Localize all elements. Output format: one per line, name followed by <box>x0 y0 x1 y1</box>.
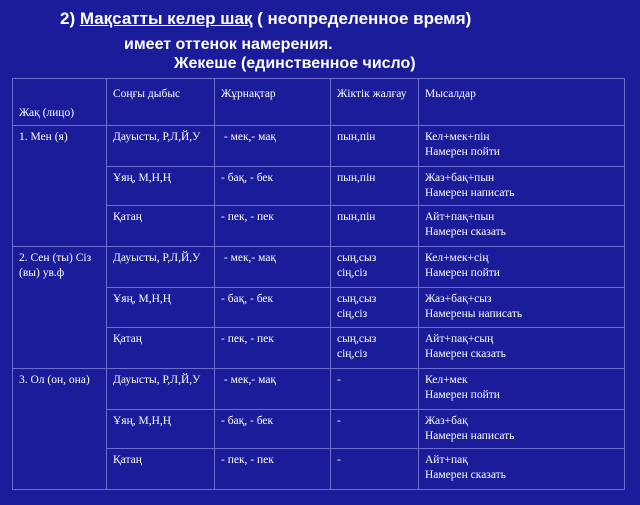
title-line-2: имеет оттенок намерения. <box>124 36 333 53</box>
suffix-cell: - мек,- мақ <box>215 368 331 409</box>
header-examples: Мысалдар <box>419 79 625 126</box>
header-suffixes: Жұрнақтар <box>215 79 331 126</box>
personal-ending: пын,пін <box>337 172 376 185</box>
personal-ending: - <box>337 414 341 427</box>
example-cell <box>419 288 625 327</box>
personal-ending-cell <box>331 327 419 368</box>
table-body <box>13 126 625 490</box>
last-sound-cell: Ұяң, М,Н,Ң <box>107 288 215 327</box>
example-russian: Намерен сказать <box>425 468 506 481</box>
example-russian: Намерен пойти <box>425 267 500 280</box>
suffix-cell: - бақ, - бек <box>215 167 331 206</box>
example-russian: Намерен сказать <box>425 347 506 360</box>
example-kazakh: Кел+мек <box>425 373 468 386</box>
person-cell: 3. Ол (он, она) <box>13 368 107 489</box>
personal-ending-cell <box>331 167 419 206</box>
person-cell: 1. Мен (я) <box>13 126 107 247</box>
example-russian: Намерен написать <box>425 429 515 442</box>
example-kazakh: Жаз+бақ <box>425 414 468 427</box>
table-row <box>13 368 625 409</box>
suffix-cell: - пек, - пек <box>215 327 331 368</box>
personal-ending: - <box>337 373 341 386</box>
personal-ending-cell <box>331 126 419 167</box>
title-tense-name: Мақсатты келер шақ <box>79 9 253 28</box>
header-last-sound: Соңғы дыбыс <box>107 79 215 126</box>
personal-ending-alt: сің,сіз <box>337 267 368 280</box>
table-row <box>13 247 625 288</box>
title-suffix: ( неопределенное время) <box>252 9 472 28</box>
header-personal-ending: Жіктік жалғау <box>331 79 419 126</box>
suffix-cell: - мек,- мақ <box>215 247 331 288</box>
example-russian: Намерены написать <box>425 308 523 321</box>
suffix-cell: - пек, - пек <box>215 206 331 247</box>
example-cell <box>419 126 625 167</box>
suffix-cell: - пек, - пек <box>215 448 331 489</box>
personal-ending-cell <box>331 448 419 489</box>
example-kazakh: Айт+пақ+сың <box>425 332 494 345</box>
personal-ending-cell <box>331 247 419 288</box>
last-sound-cell: Дауысты, Р,Л,Й,У <box>107 368 215 409</box>
example-kazakh: Кел+мек+пін <box>425 131 490 143</box>
last-sound-cell: Ұяң, М,Н,Ң <box>107 167 215 206</box>
example-cell <box>419 167 625 206</box>
example-cell <box>419 247 625 288</box>
last-sound-cell: Қатаң <box>107 327 215 368</box>
header-person: Жақ (лицо) <box>13 79 107 126</box>
personal-ending-cell <box>331 368 419 409</box>
personal-ending: пын,пін <box>337 131 376 143</box>
grammar-table <box>12 78 625 490</box>
example-kazakh: Айт+пақ <box>425 453 468 466</box>
title-prefix: 2) <box>60 9 80 28</box>
suffix-cell: - бақ, - бек <box>215 409 331 448</box>
example-kazakh: Жаз+бақ+пын <box>425 172 495 185</box>
last-sound-cell: Қатаң <box>107 448 215 489</box>
last-sound-cell: Ұяң, М,Н,Ң <box>107 409 215 448</box>
example-russian: Намерен пойти <box>425 146 500 158</box>
example-russian: Намерен сказать <box>425 226 506 239</box>
last-sound-cell: Дауысты, Р,Л,Й,У <box>107 247 215 288</box>
title-line-1 <box>60 9 471 29</box>
personal-ending-cell <box>331 409 419 448</box>
last-sound-cell: Дауысты, Р,Л,Й,У <box>107 126 215 167</box>
table-row <box>13 126 625 167</box>
personal-ending-cell <box>331 288 419 327</box>
example-kazakh: Айт+пақ+пын <box>425 211 495 224</box>
personal-ending: - <box>337 453 341 466</box>
header-row <box>13 79 625 126</box>
suffix-cell: - бақ, - бек <box>215 288 331 327</box>
personal-ending: пын,пін <box>337 211 376 224</box>
example-cell <box>419 327 625 368</box>
example-kazakh: Кел+мек+сің <box>425 252 489 265</box>
last-sound-cell: Қатаң <box>107 206 215 247</box>
personal-ending-cell <box>331 206 419 247</box>
example-cell <box>419 206 625 247</box>
example-cell <box>419 448 625 489</box>
personal-ending: сың,сыз <box>337 332 377 345</box>
example-russian: Намерен пойти <box>425 388 500 401</box>
title-line-3: Жекеше (единственное число) <box>174 55 416 72</box>
suffix-cell: - мек,- мақ <box>215 126 331 167</box>
personal-ending-alt: сің,сіз <box>337 347 368 360</box>
example-russian: Намерен написать <box>425 187 515 200</box>
personal-ending: сың,сыз <box>337 252 377 265</box>
personal-ending: сың,сыз <box>337 293 377 306</box>
example-cell <box>419 409 625 448</box>
example-kazakh: Жаз+бақ+сыз <box>425 293 492 306</box>
personal-ending-alt: сің,сіз <box>337 308 368 321</box>
person-cell: 2. Сен (ты) Сіз (вы) ув.ф <box>13 247 107 368</box>
example-cell <box>419 368 625 409</box>
